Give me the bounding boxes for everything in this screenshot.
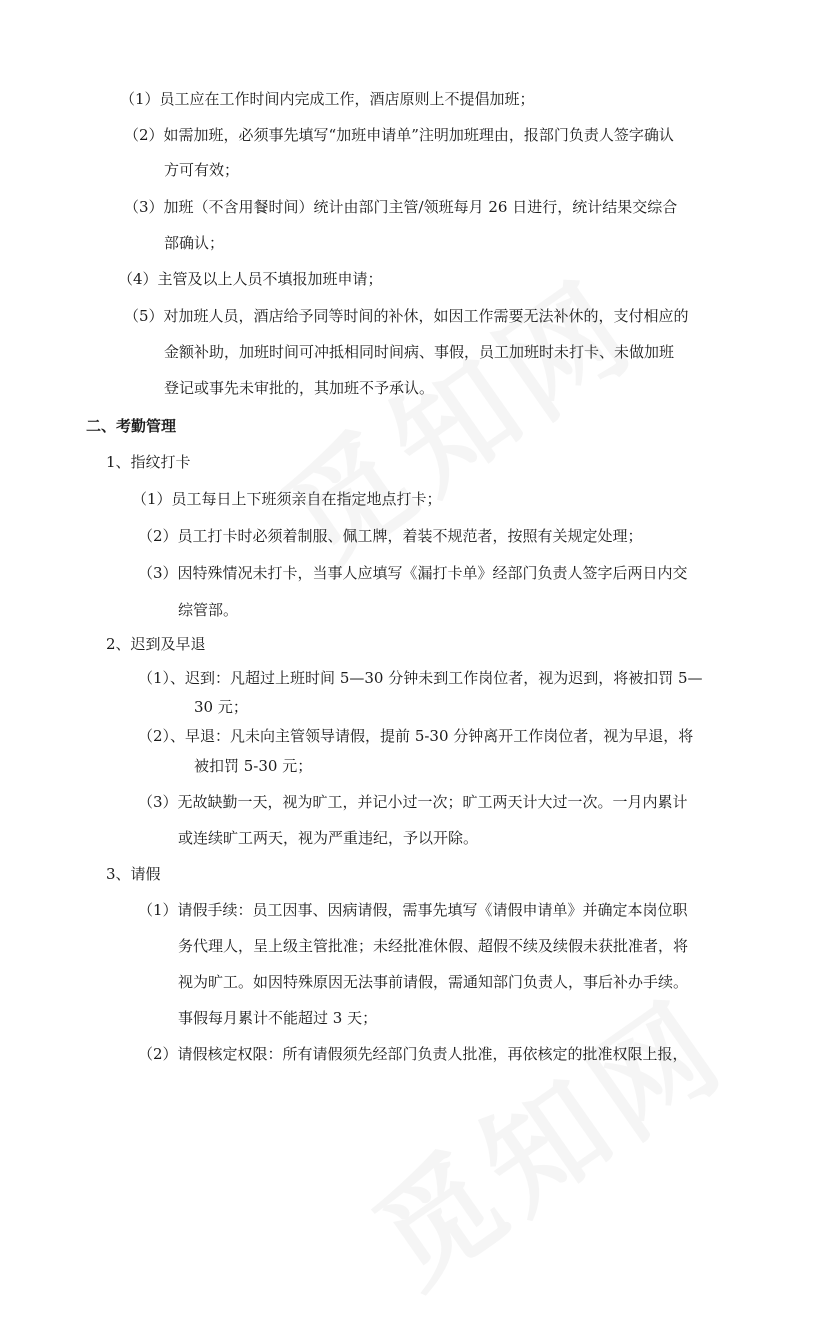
list-item: （1）、迟到：凡超过上班时间 5—30 分钟未到工作岗位者，视为迟到，将被扣罚 5— [138,669,703,687]
list-item: （2）请假核定权限：所有请假须先经部门负责人批准，再依核定的批准权限上报， [138,1045,688,1063]
list-item-continuation: 视为旷工。如因特殊原因无法事前请假，需通知部门负责人，事后补办手续。 [178,973,689,991]
list-item-continuation: 被扣罚 5-30 元； [194,757,313,775]
list-item-continuation: 30 元； [194,698,248,716]
watermark [336,954,754,1318]
list-item-continuation: 综管部。 [178,601,239,619]
list-item-continuation: 方可有效； [164,161,240,179]
list-item: （2）如需加班，必须事先填写“加班申请单”注明加班理由，报部门负责人签字确认 [124,126,674,144]
list-item: （5）对加班人员，酒店给予同等时间的补休，如因工作需要无法补休的，支付相应的 [124,307,689,325]
list-item-continuation: 务代理人，呈上级主管批准；未经批准休假、超假不续及续假未获批准者，将 [178,937,689,955]
list-item-continuation: 事假每月累计不能超过 3 天； [178,1009,378,1027]
list-item: （1）员工每日上下班须亲自在指定地点打卡； [132,490,442,508]
section-heading: 二、考勤管理 [86,417,177,435]
subsection-heading: 1、指纹打卡 [106,453,191,471]
subsection-heading: 2、迟到及早退 [106,635,206,653]
list-item: （4）主管及以上人员不填报加班申请； [118,270,383,288]
list-item: （1）员工应在工作时间内完成工作，酒店原则上不提倡加班； [120,90,535,108]
list-item: （3）加班（不含用餐时间）统计由部门主管/领班每月 26 日进行，统计结果交综合 [124,198,678,216]
list-item-continuation: 或连续旷工两天，视为严重违纪，予以开除。 [178,829,479,847]
subsection-heading: 3、请假 [106,865,161,883]
list-item: （3）因特殊情况未打卡，当事人应填写《漏打卡单》经部门负责人签字后两日内交 [138,564,688,582]
list-item: （1）请假手续：员工因事、因病请假，需事先填写《请假申请单》并确定本岗位职 [138,901,688,919]
list-item: （2）员工打卡时必须着制服、佩工牌，着装不规范者，按照有关规定处理； [138,527,643,545]
list-item: （3）无故缺勤一天，视为旷工，并记小过一次；旷工两天计大过一次。一月内累计 [138,793,688,811]
list-item: （2）、早退：凡未向主管领导请假，提前 5-30 分钟离开工作岗位者，视为早退，将 [138,727,694,745]
list-item-continuation: 部确认； [164,234,225,252]
list-item-continuation: 金额补助，加班时间可冲抵相同时间病、事假，员工加班时未打卡、未做加班 [164,343,675,361]
list-item-continuation: 登记或事先未审批的，其加班不予承认。 [164,379,435,397]
